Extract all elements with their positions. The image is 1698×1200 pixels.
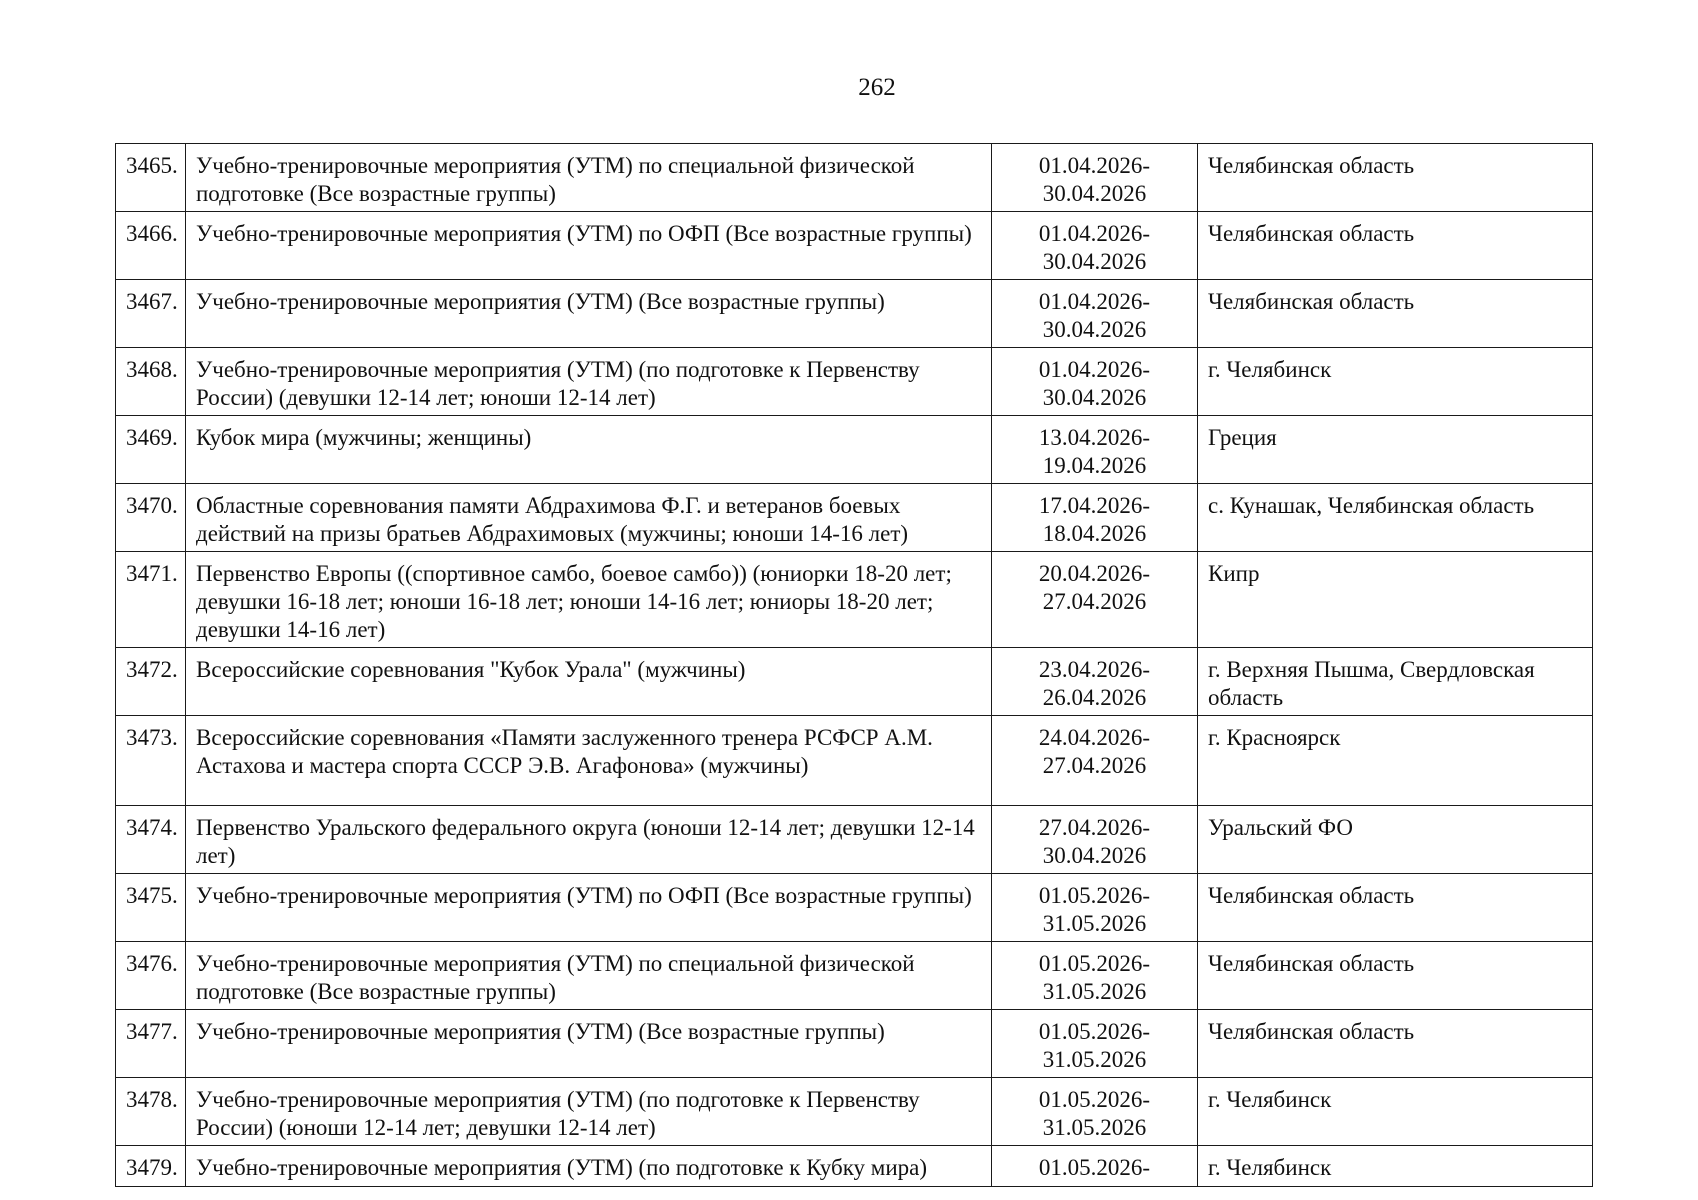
row-number: 3479. [116,1146,186,1187]
row-number: 3478. [116,1078,186,1146]
date-to: 30.04.2026 [1042,181,1147,206]
event-place: с. Кунашак, Челябинская область [1198,484,1593,552]
event-name: Учебно-тренировочные мероприятия (УТМ) (по подготовке к Кубку мира) [186,1146,992,1187]
event-place: г. Челябинск [1198,1078,1593,1146]
event-name: Всероссийские соревнования «Памяти заслуженного тренера РСФСР А.М. Астахова и мастера спорта СССР Э.В. Агафонова» (мужчины) [186,716,992,806]
date-to: 27.04.2026 [1042,589,1147,614]
page-number: 262 [858,74,896,101]
event-dates [992,348,1198,416]
event-place: г. Верхняя Пышма, Свердловская область [1198,648,1593,716]
event-place: г. Челябинск [1198,1146,1593,1187]
date-from: 01.04.2026- [1038,153,1151,178]
date-from: 01.05.2026- [1038,883,1151,908]
table-row [116,280,1593,348]
table-row [116,348,1593,416]
date-from: 24.04.2026- [1038,725,1151,750]
events-table [115,143,1593,1187]
event-place: Челябинская область [1198,280,1593,348]
date-from: 01.04.2026- [1038,357,1151,382]
event-dates [992,484,1198,552]
row-number: 3469. [116,416,186,484]
date-from: 13.04.2026- [1038,425,1151,450]
table-row [116,1010,1593,1078]
table-row [116,716,1593,806]
event-dates [992,1146,1198,1187]
event-place: Челябинская область [1198,144,1593,212]
date-to: 30.04.2026 [1042,843,1147,868]
event-dates [992,874,1198,942]
date-from: 27.04.2026- [1038,815,1151,840]
date-from: 17.04.2026- [1038,493,1151,518]
date-to: 27.04.2026 [1042,753,1147,778]
date-to: 31.05.2026 [1042,911,1147,936]
row-number: 3475. [116,874,186,942]
date-from: 01.04.2026- [1038,221,1151,246]
date-from: 01.05.2026- [1038,1155,1151,1180]
event-name: Всероссийские соревнования "Кубок Урала" (мужчины) [186,648,992,716]
event-place: Челябинская область [1198,874,1593,942]
event-name: Учебно-тренировочные мероприятия (УТМ) по ОФП (Все возрастные группы) [186,874,992,942]
table-row [116,648,1593,716]
date-from: 20.04.2026- [1038,561,1151,586]
table-row [116,484,1593,552]
date-to: 18.04.2026 [1042,521,1147,546]
event-place: г. Красноярск [1198,716,1593,806]
event-dates [992,212,1198,280]
date-to: 26.04.2026 [1042,685,1147,710]
event-dates [992,144,1198,212]
table-row [116,1078,1593,1146]
row-number: 3474. [116,806,186,874]
row-number: 3468. [116,348,186,416]
row-number: 3467. [116,280,186,348]
event-place: Челябинская область [1198,212,1593,280]
event-dates [992,716,1198,806]
event-name: Учебно-тренировочные мероприятия (УТМ) (Все возрастные группы) [186,280,992,348]
event-name: Учебно-тренировочные мероприятия (УТМ) (по подготовке к Первенству России) (девушки 12-14 лет; юноши 12-14 лет) [186,348,992,416]
event-dates [992,648,1198,716]
event-place: Греция [1198,416,1593,484]
table-row [116,552,1593,648]
event-dates [992,416,1198,484]
table-row [116,942,1593,1010]
date-to: 30.04.2026 [1042,317,1147,342]
row-number: 3466. [116,212,186,280]
row-number: 3476. [116,942,186,1010]
row-number: 3465. [116,144,186,212]
date-to: 31.05.2026 [1042,1115,1147,1140]
date-from: 01.05.2026- [1038,1019,1151,1044]
date-from: 01.05.2026- [1038,1087,1151,1112]
table-row [116,806,1593,874]
event-name: Учебно-тренировочные мероприятия (УТМ) по ОФП (Все возрастные группы) [186,212,992,280]
event-name: Первенство Уральского федерального округа (юноши 12-14 лет; девушки 12-14 лет) [186,806,992,874]
event-place: Кипр [1198,552,1593,648]
date-to: 31.05.2026 [1042,979,1147,1004]
event-dates [992,1078,1198,1146]
row-number: 3471. [116,552,186,648]
date-from: 01.05.2026- [1038,951,1151,976]
event-place: г. Челябинск [1198,348,1593,416]
date-from: 01.04.2026- [1038,289,1151,314]
row-number: 3477. [116,1010,186,1078]
event-name: Учебно-тренировочные мероприятия (УТМ) по специальной физической подготовке (Все возрастные группы) [186,942,992,1010]
event-place: Челябинская область [1198,942,1593,1010]
event-dates [992,806,1198,874]
date-to: 30.04.2026 [1042,249,1147,274]
date-to: 31.05.2026 [1042,1047,1147,1072]
event-dates [992,942,1198,1010]
table-row [116,144,1593,212]
event-name: Областные соревнования памяти Абдрахимова Ф.Г. и ветеранов боевых действий на призы братьев Абдрахимовых (мужчины; юноши 14-16 лет) [186,484,992,552]
table-row [116,1146,1593,1187]
event-dates [992,1010,1198,1078]
table-row [116,416,1593,484]
table-row [116,874,1593,942]
event-place: Уральский ФО [1198,806,1593,874]
event-name: Учебно-тренировочные мероприятия (УТМ) (Все возрастные группы) [186,1010,992,1078]
event-dates [992,280,1198,348]
date-to: 30.04.2026 [1042,385,1147,410]
event-name: Учебно-тренировочные мероприятия (УТМ) (по подготовке к Первенству России) (юноши 12-14 лет; девушки 12-14 лет) [186,1078,992,1146]
date-from: 23.04.2026- [1038,657,1151,682]
event-dates [992,552,1198,648]
date-to: 19.04.2026 [1042,453,1147,478]
event-place: Челябинская область [1198,1010,1593,1078]
table-row [116,212,1593,280]
event-name: Кубок мира (мужчины; женщины) [186,416,992,484]
event-name: Учебно-тренировочные мероприятия (УТМ) по специальной физической подготовке (Все возрастные группы) [186,144,992,212]
row-number: 3472. [116,648,186,716]
row-number: 3473. [116,716,186,806]
event-name: Первенство Европы ((спортивное самбо, боевое самбо)) (юниорки 18-20 лет; девушки 16-18 лет; юноши 16-18 лет; юноши 14-16 лет; юниоры 18-20 лет; девушки 14-16 лет) [186,552,992,648]
row-number: 3470. [116,484,186,552]
